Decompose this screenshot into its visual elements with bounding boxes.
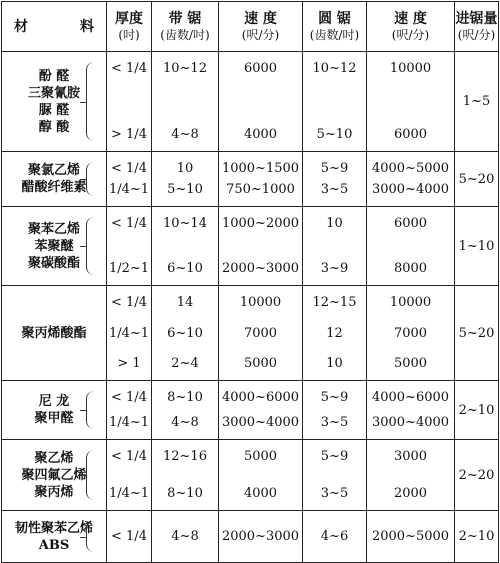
band-saw-teeth-cell	[152, 440, 219, 511]
feed-rate-cell: 5~20	[455, 286, 499, 381]
band-saw-speed-value: 3000~4000	[221, 415, 300, 430]
band-saw-teeth-value: 10~14	[163, 216, 207, 231]
material-names	[2, 207, 107, 286]
thickness-cell	[107, 207, 152, 286]
circular-saw-speed-value: 2000~5000	[371, 529, 450, 544]
thickness-cell	[107, 440, 152, 511]
circular-saw-teeth-value: 5~9	[320, 161, 349, 176]
header-row	[2, 2, 499, 52]
circular-saw-teeth-value: 12~15	[312, 295, 357, 310]
circular-saw-speed-cell	[367, 381, 455, 440]
band-saw-speed-value: 2000~3000	[221, 529, 300, 544]
band-saw-speed-value: 7000	[243, 325, 278, 341]
material-names	[2, 286, 107, 381]
material-name: 聚苯乙烯	[27, 221, 80, 237]
feed-rate-cell: 1~5	[455, 52, 499, 152]
band-saw-teeth-value: 4~8	[171, 127, 199, 142]
grouping-brace	[86, 62, 95, 141]
material-name: 聚乙烯	[34, 450, 74, 466]
circular-saw-teeth-cell	[303, 511, 367, 563]
band-saw-teeth-cell	[152, 52, 219, 152]
thickness-value: < 1/4	[111, 61, 147, 76]
material-name: 聚甲醛	[34, 411, 74, 426]
circular-saw-teeth-value: 3~5	[320, 182, 349, 197]
band-saw-teeth-value: 6~10	[167, 325, 203, 341]
thickness-value: < 1/4	[111, 449, 147, 464]
band-saw-teeth-value: 12~16	[163, 449, 207, 464]
circular-saw-speed-value: 10000	[389, 61, 432, 76]
circular-saw-teeth-value: 5~9	[320, 390, 349, 405]
thickness-value: < 1/4	[111, 161, 147, 176]
material-names	[2, 440, 107, 511]
circular-saw-teeth-value: 10	[326, 216, 343, 231]
circular-saw-teeth-cell	[303, 440, 367, 511]
material-group-row	[2, 52, 499, 152]
band-saw-speed-value: 4000	[243, 486, 278, 501]
band-saw-speed-value: 6000	[243, 61, 278, 76]
circular-saw-speed-value: 6000	[393, 216, 428, 231]
material-name: 聚丙烯酸酯	[21, 325, 87, 341]
material-name: 聚四氟乙烯	[21, 467, 87, 483]
material-name: 尼 龙	[38, 394, 70, 409]
thickness-value: 1/4~1	[108, 325, 150, 341]
grouping-brace	[86, 391, 95, 429]
band-saw-teeth-cell	[152, 511, 219, 563]
band-saw-speed-value: 4000	[243, 127, 278, 142]
thickness-cell	[107, 381, 152, 440]
grouping-brace	[86, 450, 95, 500]
circular-saw-speed-cell	[367, 440, 455, 511]
grouping-brace	[86, 521, 95, 552]
circular-saw-speed-cell	[367, 207, 455, 286]
thickness-value: 1/4~1	[108, 415, 150, 430]
circular-saw-speed-value: 5000	[393, 356, 428, 371]
circular-saw-speed-value: 3000~4000	[371, 415, 450, 430]
thickness-value: < 1/4	[111, 390, 147, 405]
circular-saw-teeth-cell	[303, 286, 367, 381]
circular-saw-speed-cell	[367, 511, 455, 563]
material-names	[2, 152, 107, 207]
band-saw-speed-cell	[219, 152, 303, 207]
thickness-cell	[107, 511, 152, 563]
band-saw-speed-value: 5000	[243, 356, 278, 371]
header-feed-rate: 进锯量 (呎/分)	[455, 2, 499, 52]
circular-saw-teeth-cell	[303, 207, 367, 286]
band-saw-teeth-value: 4~8	[171, 529, 199, 544]
circular-saw-teeth-value: 10~12	[312, 61, 357, 76]
material-name: ABS	[38, 537, 70, 553]
material-name: 脲 醛	[38, 102, 70, 118]
band-saw-teeth-value: 6~10	[167, 261, 203, 276]
circular-saw-teeth-value: 3~9	[320, 261, 349, 276]
material-name: 聚丙烯	[34, 484, 74, 500]
material-names	[2, 381, 107, 440]
feed-rate-cell: 2~10	[455, 511, 499, 563]
circular-saw-teeth-value: 5~9	[320, 449, 349, 464]
band-saw-speed-cell	[219, 381, 303, 440]
material-name: 醇 酸	[38, 119, 70, 135]
band-saw-teeth-value: 4~8	[171, 415, 199, 430]
thickness-value: 1/4~1	[108, 486, 150, 501]
feed-rate-cell: 5~20	[455, 152, 499, 207]
material-name: 酚 醛	[38, 68, 70, 84]
circular-saw-teeth-cell	[303, 381, 367, 440]
circular-saw-teeth-value: 10	[326, 356, 343, 371]
thickness-value: > 1	[117, 356, 141, 371]
band-saw-teeth-value: 8~10	[167, 390, 203, 405]
material-name: 醋酸纤维素	[21, 180, 87, 195]
circular-saw-speed-value: 6000	[393, 127, 428, 142]
band-saw-teeth-cell	[152, 381, 219, 440]
header-band-saw-teeth: 带 锯 (齿数/吋)	[152, 2, 219, 52]
band-saw-teeth-cell	[152, 207, 219, 286]
band-saw-speed-value: 1000~2000	[221, 216, 300, 231]
band-saw-teeth-value: 10~12	[163, 61, 207, 76]
band-saw-speed-cell	[219, 511, 303, 563]
circular-saw-teeth-cell	[303, 52, 367, 152]
header-thickness: 厚度 (吋)	[107, 2, 152, 52]
material-names	[2, 511, 107, 563]
band-saw-speed-cell	[219, 440, 303, 511]
thickness-value: 1/4~1	[108, 182, 150, 197]
material-name: 韧性聚苯乙烯	[14, 520, 93, 536]
circular-saw-speed-value: 3000	[393, 449, 428, 464]
thickness-value: 1/2~1	[108, 261, 150, 276]
circular-saw-teeth-value: 4~6	[320, 529, 349, 544]
material-name: 聚氯乙烯	[27, 163, 80, 178]
header-circular-saw-teeth: 圆 锯 (齿数/吋)	[303, 2, 367, 52]
circular-saw-speed-cell	[367, 286, 455, 381]
circular-saw-teeth-value: 3~5	[320, 415, 349, 430]
band-saw-teeth-value: 8~10	[167, 486, 203, 501]
material-group-row	[2, 381, 499, 440]
circular-saw-teeth-value: 3~5	[320, 486, 349, 501]
circular-saw-speed-value: 10000	[389, 295, 432, 310]
band-saw-speed-value: 5000	[243, 449, 278, 464]
circular-saw-speed-value: 2000	[393, 486, 428, 501]
feed-rate-cell: 2~10	[455, 381, 499, 440]
sawing-parameters-table	[1, 1, 499, 563]
material-names	[2, 52, 107, 152]
band-saw-teeth-cell	[152, 152, 219, 207]
circular-saw-speed-value: 8000	[393, 261, 428, 276]
material-name: 聚碳酸酯	[27, 255, 80, 271]
circular-saw-speed-cell	[367, 52, 455, 152]
grouping-brace	[86, 217, 95, 275]
circular-saw-speed-cell	[367, 152, 455, 207]
band-saw-speed-value: 2000~3000	[221, 261, 300, 276]
circular-saw-teeth-value: 5~10	[316, 127, 353, 142]
grouping-brace	[86, 162, 95, 196]
thickness-value: > 1/4	[111, 127, 147, 142]
band-saw-speed-cell	[219, 52, 303, 152]
band-saw-speed-cell	[219, 286, 303, 381]
material-group-row	[2, 511, 499, 563]
thickness-cell	[107, 52, 152, 152]
material-group-row	[2, 207, 499, 286]
band-saw-teeth-value: 5~10	[167, 182, 203, 197]
circular-saw-teeth-value: 12	[326, 325, 343, 341]
material-group-row	[2, 286, 499, 381]
material-name: 三聚氰胺	[27, 85, 80, 101]
header-band-saw-speed: 速 度 (呎/分)	[219, 2, 303, 52]
feed-rate-cell: 1~10	[455, 207, 499, 286]
material-group-row	[2, 440, 499, 511]
thickness-value: < 1/4	[111, 295, 147, 310]
band-saw-teeth-value: 14	[176, 295, 194, 310]
thickness-value: < 1/4	[111, 529, 147, 544]
thickness-cell	[107, 286, 152, 381]
circular-saw-speed-value: 4000~6000	[371, 390, 450, 405]
band-saw-teeth-value: 2~4	[171, 356, 199, 371]
band-saw-speed-value: 10000	[239, 295, 282, 310]
circular-saw-speed-value: 3000~4000	[371, 182, 450, 197]
header-circular-saw-speed: 速 度 (呎/分)	[367, 2, 455, 52]
band-saw-teeth-cell	[152, 286, 219, 381]
header-material: 材 料	[2, 2, 107, 52]
material-group-row	[2, 152, 499, 207]
circular-saw-speed-value: 7000	[393, 325, 428, 341]
band-saw-teeth-value: 10	[176, 161, 194, 176]
band-saw-speed-value: 4000~6000	[221, 390, 300, 405]
band-saw-speed-cell	[219, 207, 303, 286]
circular-saw-speed-value: 4000~5000	[371, 161, 450, 176]
material-name: 苯聚醚	[34, 238, 74, 254]
band-saw-speed-value: 1000~1500	[221, 161, 300, 176]
band-saw-speed-value: 750~1000	[226, 182, 295, 197]
thickness-cell	[107, 152, 152, 207]
feed-rate-cell: 2~20	[455, 440, 499, 511]
thickness-value: < 1/4	[111, 216, 147, 231]
circular-saw-teeth-cell	[303, 152, 367, 207]
